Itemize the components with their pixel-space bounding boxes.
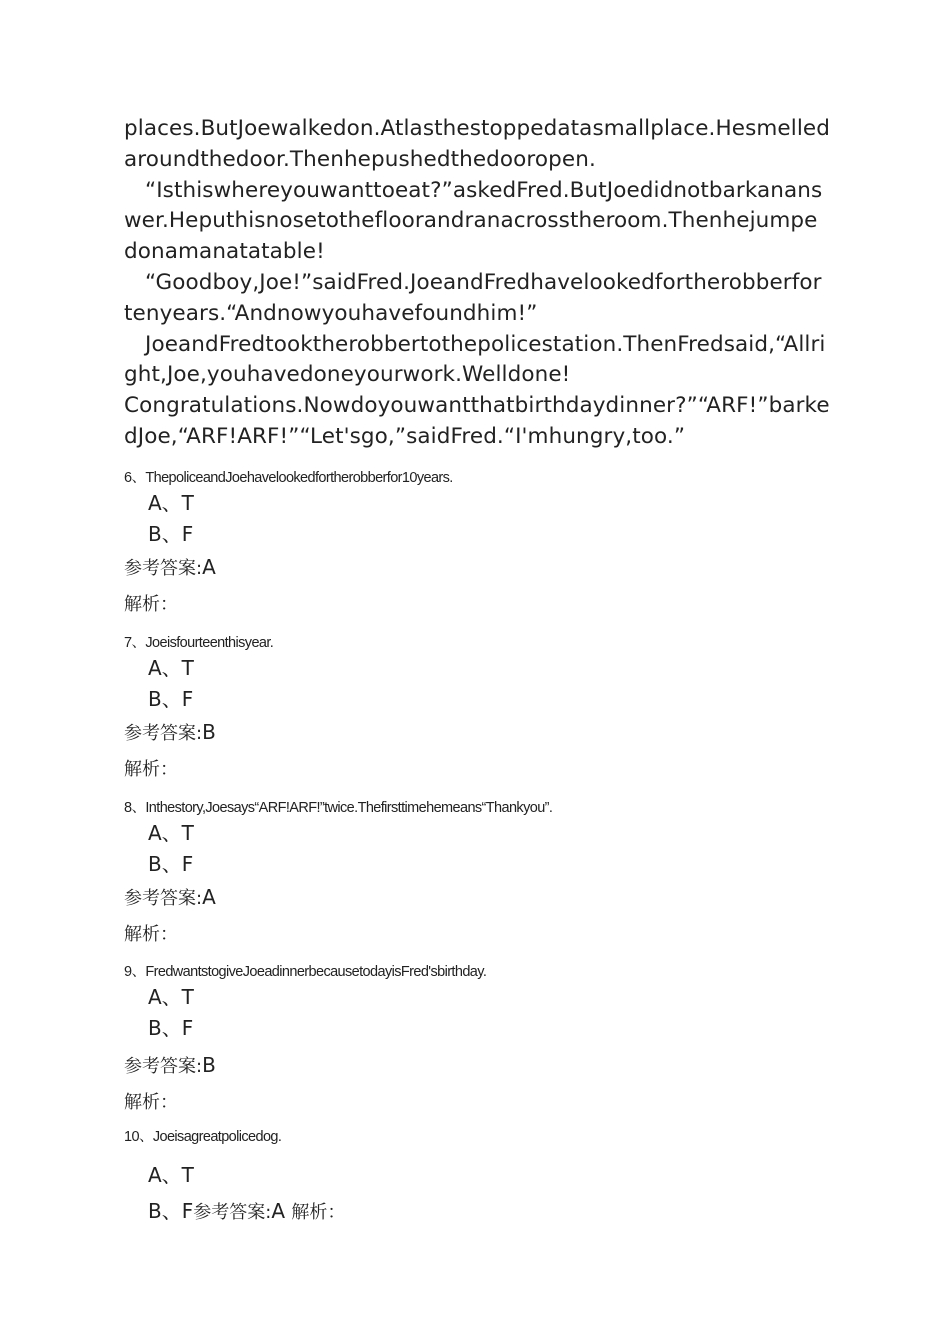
passage-paragraph: places.ButJoewalkedon.Atlasthestoppedatasmallplace.Hesmelledaroundthedoor.Thenhepushedthedooropen. <box>124 116 830 172</box>
passage-paragraph: JoeandFredtooktherobbertothepolicestation.ThenFredsaid,“Allright,Joe,youhavedoneyourwork.Welldone! <box>124 331 826 388</box>
answer-separator: : <box>196 1056 203 1077</box>
answer-separator: : <box>196 888 203 909</box>
analysis-label: 解析： <box>124 924 178 945</box>
reference-answer <box>124 885 830 911</box>
question-9 <box>124 962 830 1115</box>
option-a[interactable]: A、T <box>148 1163 194 1187</box>
question-number: 6 <box>124 470 132 486</box>
reference-answer <box>193 1199 285 1223</box>
analysis-label: 解析： <box>124 594 178 615</box>
question-text: Joeisagreatpolicedog. <box>152 1129 282 1145</box>
question-stem: 10、Joeisagreatpolicedog. <box>124 1129 282 1145</box>
answer-separator: : <box>196 558 203 579</box>
answer-value: A <box>202 885 216 909</box>
answer-label: 参考答案 <box>124 888 196 909</box>
analysis-label: 解析： <box>124 759 178 780</box>
question-text: ThepoliceandJoehavelookedfortherobberfor10years. <box>145 470 453 486</box>
question-text: Inthestory,Joesays“ARF!ARF!”twice.Thefirsttimehemeans“Thankyou”. <box>145 800 553 816</box>
question-number: 9 <box>124 964 132 980</box>
question-6 <box>124 468 830 617</box>
question-stem: 7、Joeisfourteenthisyear. <box>124 635 274 651</box>
option-a[interactable]: A、T <box>148 656 194 680</box>
option-a[interactable]: A、T <box>148 491 194 515</box>
question-10 <box>124 1127 830 1231</box>
answer-value: B <box>202 1053 216 1077</box>
question-7 <box>124 633 830 782</box>
option-b-row <box>124 1193 830 1231</box>
question-text: FredwantstogiveJoeadinnerbecausetodayisFred'sbirthday. <box>145 964 487 980</box>
analysis-label: 解析： <box>124 1092 178 1113</box>
reference-answer <box>124 1053 830 1079</box>
passage-paragraph: “Isthiswhereyouwanttoeat?”askedFred.ButJoedidnotbarkananswer.Heputhisnosetothefloorandranacrosstheroom.Thenhejumpedonamanatatable! <box>124 177 823 265</box>
reference-answer <box>124 555 830 581</box>
answer-label: 参考答案 <box>124 558 196 579</box>
answer-separator: : <box>265 1202 272 1223</box>
passage-paragraph: “Goodboy,Joe!”saidFred.JoeandFredhavelookedfortherobberfortenyears.“Andnowyouhavefoundhim!” <box>124 269 822 326</box>
answer-label: 参考答案 <box>124 723 196 744</box>
question-text: Joeisfourteenthisyear. <box>145 635 274 651</box>
question-stem: 9、FredwantstogiveJoeadinnerbecausetodayisFred'sbirthday. <box>124 964 487 980</box>
question-stem: 6、ThepoliceandJoehavelookedfortherobberfor10years. <box>124 470 453 486</box>
option-b[interactable]: B、F <box>148 1015 194 1040</box>
question-stem: 8、Inthestory,Joesays“ARF!ARF!”twice.Thefirsttimehemeans“Thankyou”. <box>124 800 553 816</box>
answer-value: A <box>202 555 216 579</box>
answer-value: B <box>202 720 216 744</box>
question-8 <box>124 798 830 947</box>
analysis-label: 解析： <box>291 1202 346 1223</box>
question-number: 8 <box>124 800 132 816</box>
option-b[interactable]: B、F <box>148 1199 194 1223</box>
option-b[interactable]: B、F <box>148 851 194 876</box>
answer-label: 参考答案 <box>124 1056 196 1077</box>
reading-passage <box>124 114 830 453</box>
option-a[interactable]: A、T <box>148 985 194 1009</box>
passage-paragraph: Congratulations.Nowdoyouwantthatbirthdaydinner?”“ARF!”barkedJoe,“ARF!ARF!”“Let'sgo,”saidFred.“I'mhungry,too.” <box>124 393 830 449</box>
option-b[interactable]: B、F <box>148 686 194 711</box>
answer-label: 参考答案 <box>193 1202 266 1223</box>
answer-value: A <box>271 1199 285 1223</box>
document-page <box>124 114 830 1223</box>
reference-answer <box>124 720 830 746</box>
answer-separator: : <box>196 723 203 744</box>
question-number: 7 <box>124 635 132 651</box>
option-a[interactable]: A、T <box>148 821 194 845</box>
option-b[interactable]: B、F <box>148 521 194 546</box>
question-number: 10 <box>124 1129 139 1145</box>
